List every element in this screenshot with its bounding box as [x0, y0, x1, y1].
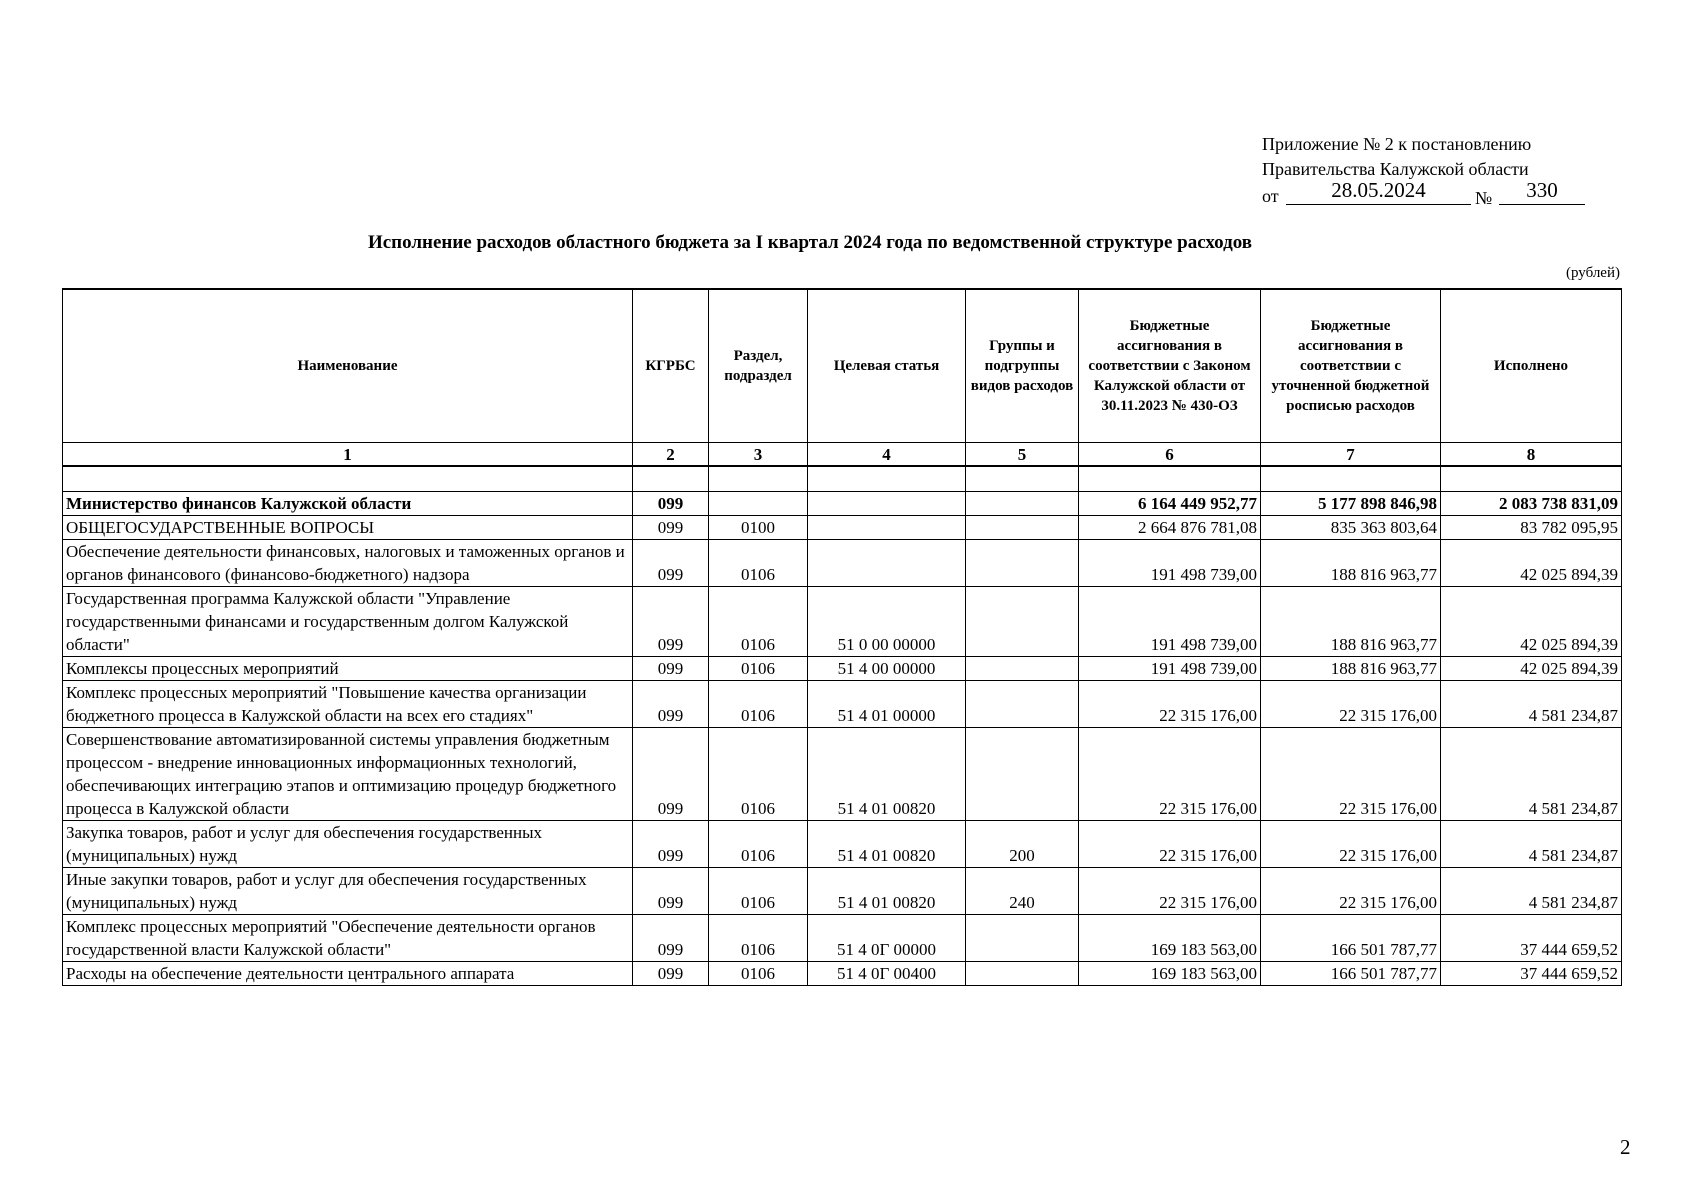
- column-number: 3: [709, 443, 808, 467]
- page-number: 2: [1620, 1135, 1631, 1159]
- row-executed-amount: 42 025 894,39: [1441, 657, 1622, 681]
- appendix-line-1: Приложение № 2 к постановлению: [1262, 134, 1532, 154]
- table-row: [63, 681, 1622, 728]
- table-row: [63, 915, 1622, 962]
- row-refined-amount: 188 816 963,77: [1261, 540, 1441, 587]
- column-number: 5: [966, 443, 1079, 467]
- row-group: [966, 540, 1079, 587]
- header-executed: Исполнено: [1441, 289, 1622, 443]
- row-name: Закупка товаров, работ и услуг для обеспечения государственных (муниципальных) нужд: [63, 821, 633, 868]
- row-refined-amount: 22 315 176,00: [1261, 728, 1441, 821]
- row-group: [966, 728, 1079, 821]
- row-refined-amount: 166 501 787,77: [1261, 962, 1441, 986]
- column-number: 4: [808, 443, 966, 467]
- row-executed-amount: 37 444 659,52: [1441, 962, 1622, 986]
- row-name: Комплекс процессных мероприятий "Обеспечение деятельности органов государственной власти Калужской области": [63, 915, 633, 962]
- row-law-amount: 22 315 176,00: [1079, 821, 1261, 868]
- row-law-amount: 2 664 876 781,08: [1079, 516, 1261, 540]
- row-group: [966, 516, 1079, 540]
- row-name: Иные закупки товаров, работ и услуг для обеспечения государственных (муниципальных) нужд: [63, 868, 633, 915]
- row-target: 51 4 0Г 00000: [808, 915, 966, 962]
- row-executed-amount: 4 581 234,87: [1441, 868, 1622, 915]
- row-target: [808, 492, 966, 516]
- row-executed-amount: 83 782 095,95: [1441, 516, 1622, 540]
- table-row: [63, 821, 1622, 868]
- row-refined-amount: 188 816 963,77: [1261, 587, 1441, 657]
- spacer-row: [63, 466, 1622, 492]
- row-executed-amount: 42 025 894,39: [1441, 587, 1622, 657]
- row-name: Обеспечение деятельности финансовых, налоговых и таможенных органов и органов финансового (финансово-бюджетного) надзора: [63, 540, 633, 587]
- units-label: (рублей): [1565, 265, 1620, 281]
- column-number: 6: [1079, 443, 1261, 467]
- row-target: 51 4 01 00820: [808, 868, 966, 915]
- number-label: №: [1475, 188, 1493, 208]
- header-target: Целевая статья: [808, 289, 966, 443]
- row-kgrbs: 099: [633, 962, 709, 986]
- from-label: от: [1262, 186, 1279, 206]
- row-name: Министерство финансов Калужской области: [63, 492, 633, 516]
- row-kgrbs: 099: [633, 728, 709, 821]
- row-law-amount: 191 498 739,00: [1079, 587, 1261, 657]
- row-refined-amount: 166 501 787,77: [1261, 915, 1441, 962]
- row-executed-amount: 42 025 894,39: [1441, 540, 1622, 587]
- appendix-block: [1262, 132, 1558, 210]
- header-kgrbs: КГРБС: [633, 289, 709, 443]
- row-kgrbs: 099: [633, 681, 709, 728]
- row-group: [966, 915, 1079, 962]
- row-section: 0106: [709, 868, 808, 915]
- row-law-amount: 22 315 176,00: [1079, 728, 1261, 821]
- row-section: 0100: [709, 516, 808, 540]
- row-law-amount: 191 498 739,00: [1079, 540, 1261, 587]
- table-row: [63, 516, 1622, 540]
- row-kgrbs: 099: [633, 657, 709, 681]
- row-refined-amount: 5 177 898 846,98: [1261, 492, 1441, 516]
- row-section: 0106: [709, 587, 808, 657]
- row-target: 51 4 01 00820: [808, 821, 966, 868]
- column-number: 8: [1441, 443, 1622, 467]
- table-row: [63, 587, 1622, 657]
- row-section: [709, 492, 808, 516]
- header-law: Бюджетные ассигнования в соответствии с Законом Калужской области от 30.11.2023 № 430-ОЗ: [1079, 289, 1261, 443]
- document-title: Исполнение расходов областного бюджета за I квартал 2024 года по ведомственной структуре расходов: [367, 232, 1253, 253]
- row-target: [808, 540, 966, 587]
- appendix-date-row: [1262, 178, 1558, 210]
- row-refined-amount: 22 315 176,00: [1261, 868, 1441, 915]
- budget-table: [62, 288, 1622, 986]
- row-group: 200: [966, 821, 1079, 868]
- row-group: [966, 587, 1079, 657]
- row-section: 0106: [709, 657, 808, 681]
- row-target: 51 4 01 00820: [808, 728, 966, 821]
- row-section: 0106: [709, 728, 808, 821]
- row-group: [966, 492, 1079, 516]
- header-name: Наименование: [63, 289, 633, 443]
- row-kgrbs: 099: [633, 821, 709, 868]
- header-row: [63, 289, 1622, 443]
- row-refined-amount: 835 363 803,64: [1261, 516, 1441, 540]
- table-row: [63, 492, 1622, 516]
- row-target: 51 0 00 00000: [808, 587, 966, 657]
- row-section: 0106: [709, 821, 808, 868]
- row-law-amount: 169 183 563,00: [1079, 962, 1261, 986]
- row-executed-amount: 37 444 659,52: [1441, 915, 1622, 962]
- row-kgrbs: 099: [633, 868, 709, 915]
- row-kgrbs: 099: [633, 516, 709, 540]
- row-section: 0106: [709, 962, 808, 986]
- row-law-amount: 191 498 739,00: [1079, 657, 1261, 681]
- table-row: [63, 728, 1622, 821]
- row-law-amount: 22 315 176,00: [1079, 868, 1261, 915]
- decree-number: 330: [1499, 178, 1585, 205]
- row-group: [966, 657, 1079, 681]
- row-section: 0106: [709, 915, 808, 962]
- row-kgrbs: 099: [633, 587, 709, 657]
- row-target: 51 4 0Г 00400: [808, 962, 966, 986]
- row-law-amount: 6 164 449 952,77: [1079, 492, 1261, 516]
- header-group: Группы и подгруппы видов расходов: [966, 289, 1079, 443]
- row-section: 0106: [709, 540, 808, 587]
- row-name: Совершенствование автоматизированной системы управления бюджетным процессом - внедрение инновационных информационных технологий, обеспечивающих интеграцию этапов и оптимизацию процедур бюджетного процесса в Калужской области: [63, 728, 633, 821]
- table-row: [63, 540, 1622, 587]
- column-number: 2: [633, 443, 709, 467]
- row-kgrbs: 099: [633, 540, 709, 587]
- row-refined-amount: 22 315 176,00: [1261, 681, 1441, 728]
- decree-date: 28.05.2024: [1286, 178, 1471, 205]
- column-number-row: [63, 443, 1622, 467]
- row-executed-amount: 4 581 234,87: [1441, 681, 1622, 728]
- header-section: Раздел, подраздел: [709, 289, 808, 443]
- appendix-line-2: Правительства Калужской области: [1262, 159, 1529, 179]
- row-executed-amount: 4 581 234,87: [1441, 728, 1622, 821]
- row-target: [808, 516, 966, 540]
- row-target: 51 4 00 00000: [808, 657, 966, 681]
- row-name: Комплекс процессных мероприятий "Повышение качества организации бюджетного процесса в Калужской области на всех его стадиях": [63, 681, 633, 728]
- row-section: 0106: [709, 681, 808, 728]
- row-target: 51 4 01 00000: [808, 681, 966, 728]
- table-row: [63, 962, 1622, 986]
- row-name: ОБЩЕГОСУДАРСТВЕННЫЕ ВОПРОСЫ: [63, 516, 633, 540]
- table-row: [63, 657, 1622, 681]
- row-refined-amount: 188 816 963,77: [1261, 657, 1441, 681]
- row-name: Государственная программа Калужской области "Управление государственными финансами и государственным долгом Калужской области": [63, 587, 633, 657]
- row-name: Расходы на обеспечение деятельности центрального аппарата: [63, 962, 633, 986]
- row-group: [966, 962, 1079, 986]
- column-number: 7: [1261, 443, 1441, 467]
- row-group: 240: [966, 868, 1079, 915]
- column-number: 1: [63, 443, 633, 467]
- table-row: [63, 868, 1622, 915]
- table-body: [63, 466, 1622, 986]
- row-executed-amount: 4 581 234,87: [1441, 821, 1622, 868]
- row-group: [966, 681, 1079, 728]
- header-refined: Бюджетные ассигнования в соответствии с уточненной бюджетной росписью расходов: [1261, 289, 1441, 443]
- row-kgrbs: 099: [633, 915, 709, 962]
- row-kgrbs: 099: [633, 492, 709, 516]
- row-law-amount: 169 183 563,00: [1079, 915, 1261, 962]
- row-name: Комплексы процессных мероприятий: [63, 657, 633, 681]
- row-law-amount: 22 315 176,00: [1079, 681, 1261, 728]
- row-executed-amount: 2 083 738 831,09: [1441, 492, 1622, 516]
- row-refined-amount: 22 315 176,00: [1261, 821, 1441, 868]
